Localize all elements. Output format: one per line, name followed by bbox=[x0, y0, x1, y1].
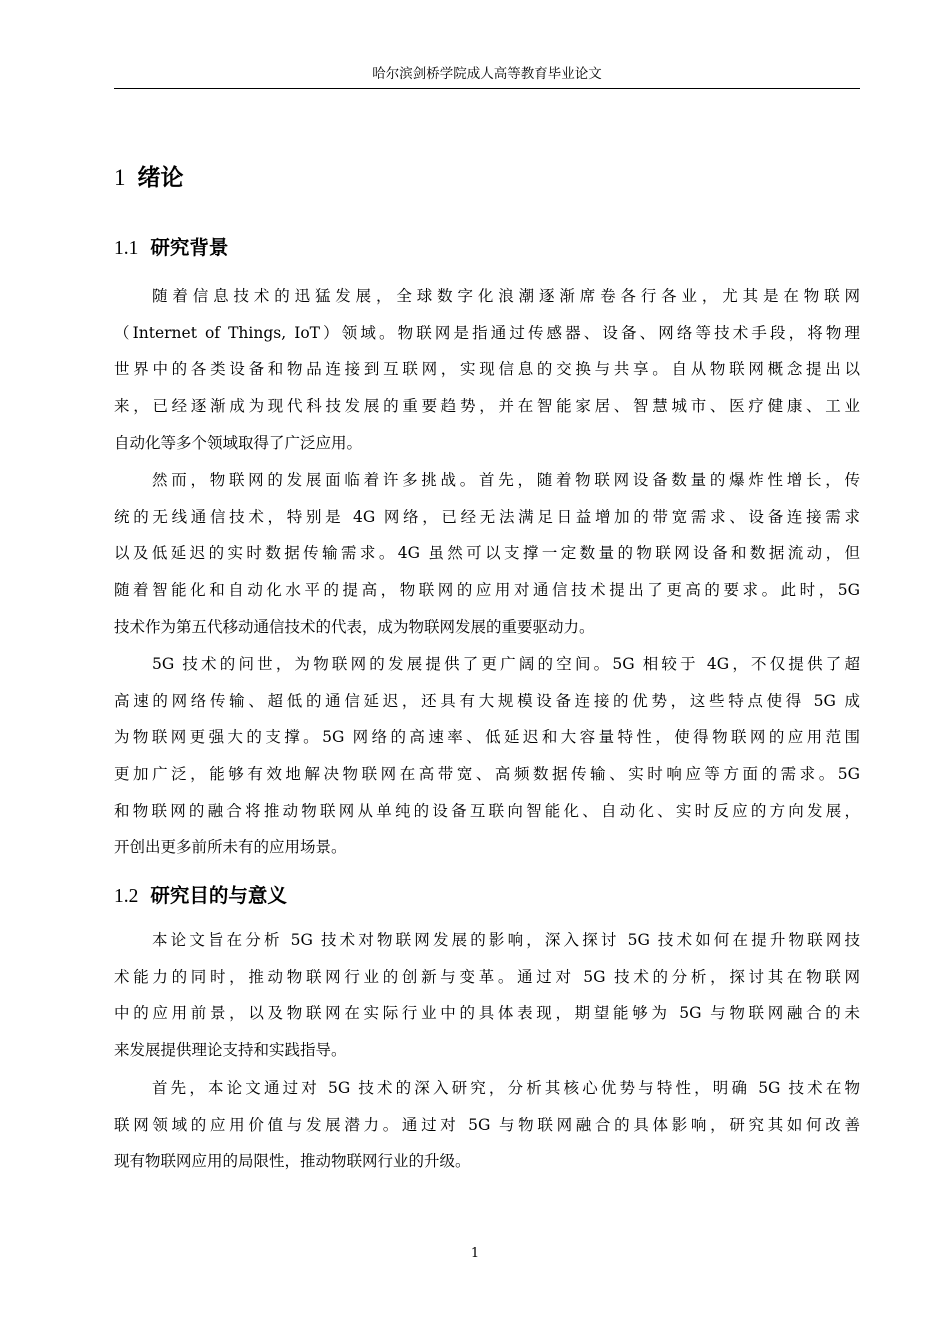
text-line: 联网领域的应用价值与发展潜力。通过对 5G 与物联网融合的具体影响，研究其如何改善 bbox=[114, 1115, 860, 1134]
text-line: 统的无线通信技术，特别是 4G 网络，已经无法满足日益增加的带宽需求、设备连接需求 bbox=[114, 507, 860, 526]
section-number: 1.2 bbox=[114, 886, 139, 907]
text-line: 技术作为第五代移动通信技术的代表，成为物联网发展的重要驱动力。 bbox=[114, 617, 595, 636]
section-title: 研究背景 bbox=[150, 236, 229, 259]
text-line: 本论文旨在分析 5G 技术对物联网发展的影响，深入探讨 5G 技术如何在提升物联网技 bbox=[152, 931, 860, 949]
chapter-number: 1 bbox=[114, 165, 126, 190]
chapter-title: 绪论 bbox=[137, 165, 184, 191]
text-line: 然而，物联网的发展面临着许多挑战。首先，随着物联网设备数量的爆炸性增长，传 bbox=[152, 471, 860, 489]
text-line: 自动化等多个领域取得了广泛应用。 bbox=[114, 433, 363, 452]
text-line: 和物联网的融合将推动物联网从单纯的设备互联向智能化、自动化、实时反应的方向发展， bbox=[114, 801, 860, 820]
chapter-heading bbox=[114, 160, 184, 196]
paragraph-purpose-2 bbox=[114, 1070, 860, 1180]
running-header bbox=[114, 64, 860, 89]
text-line: 现有物联网应用的局限性，推动物联网行业的升级。 bbox=[114, 1152, 471, 1171]
paragraph-background-1 bbox=[114, 278, 860, 461]
text-line: 更加广泛，能够有效地解决物联网在高带宽、高频数据传输、实时响应等方面的需求。5G bbox=[114, 765, 860, 784]
text-line: （Internet of Things, IoT）领域。物联网是指通过传感器、设备、网络等技术手段，将物理 bbox=[114, 323, 860, 342]
text-line: 以及低延迟的实时数据传输需求。4G 虽然可以支撑一定数量的物联网设备和数据流动，但 bbox=[114, 544, 860, 563]
text-line: 5G 技术的问世，为物联网的发展提供了更广阔的空间。5G 相较于 4G，不仅提供了超 bbox=[152, 655, 860, 673]
section-title: 研究目的与意义 bbox=[150, 884, 287, 907]
section-number: 1.1 bbox=[114, 238, 139, 259]
text-line: 中的应用前景，以及物联网在实际行业中的具体表现，期望能够为 5G 与物联网融合的未 bbox=[114, 1004, 860, 1023]
paragraph-purpose-1 bbox=[114, 922, 860, 1069]
section-heading-1-2 bbox=[114, 880, 287, 913]
running-header-title: 哈尔滨剑桥学院成人高等教育毕业论文 bbox=[372, 66, 602, 82]
text-line: 来发展提供理论支持和实践指导。 bbox=[114, 1041, 347, 1060]
text-line: 随着信息技术的迅猛发展，全球数字化浪潮逐渐席卷各行各业，尤其是在物联网 bbox=[152, 287, 860, 305]
text-line: 开创出更多前所未有的应用场景。 bbox=[114, 838, 347, 857]
paragraph-background-2 bbox=[114, 462, 860, 645]
text-line: 高速的网络传输、超低的通信延迟，还具有大规模设备连接的优势，这些特点使得 5G 成 bbox=[114, 691, 860, 710]
text-line: 为物联网更强大的支撑。5G 网络的高速率、低延迟和大容量特性，使得物联网的应用范围 bbox=[114, 728, 860, 747]
text-line: 世界中的各类设备和物品连接到互联网，实现信息的交换与共享。自从物联网概念提出以 bbox=[114, 360, 860, 379]
text-line: 首先，本论文通过对 5G 技术的深入研究，分析其核心优势与特性，明确 5G 技术在物 bbox=[152, 1079, 860, 1097]
paragraph-background-3 bbox=[114, 646, 860, 866]
text-line: 随着智能化和自动化水平的提高，物联网的应用对通信技术提出了更高的要求。此时，5G bbox=[114, 581, 860, 600]
page-number: 1 bbox=[470, 1246, 480, 1261]
text-line: 术能力的同时，推动物联网行业的创新与变革。通过对 5G 技术的分析，探讨其在物联网 bbox=[114, 967, 860, 986]
section-heading-1-1 bbox=[114, 232, 228, 265]
text-line: 来，已经逐渐成为现代科技发展的重要趋势，并在智能家居、智慧城市、医疗健康、工业 bbox=[114, 397, 860, 416]
